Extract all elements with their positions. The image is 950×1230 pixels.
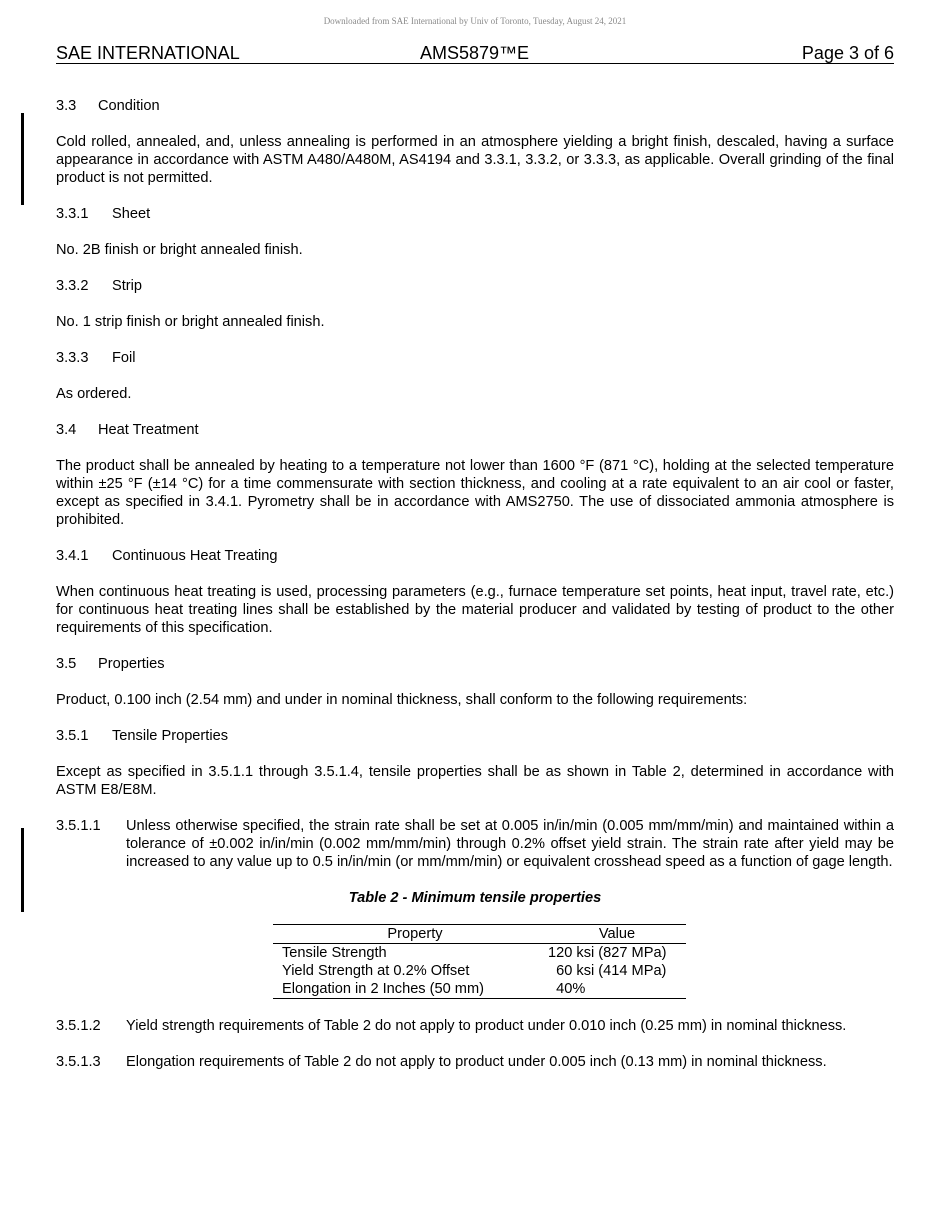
section-heading: 3.3.1 Sheet <box>56 206 151 222</box>
clause-text: Unless otherwise specified, the strain rate shall be set at 0.005 in/in/min (0.005 mm/mm/min) and maintained within a tolerance of ±0.002 in/in/min (0.002 mm/mm/min) through 0.2% offset yield strain. The strain rate after yield may be increased to any value up to 0.5 in/in/min (or mm/mm/min) or equivalent crosshead speed as a function of gage length. <box>126 818 894 870</box>
numbered-clause <box>56 1053 894 1071</box>
table-header-cell: Property <box>273 925 548 944</box>
section-heading: 3.5.1 Tensile Properties <box>56 728 228 744</box>
table-cell: 40% <box>548 980 686 999</box>
table-cell: 60 ksi (414 MPa) <box>548 963 667 979</box>
header-document-number: AMS5879™E <box>420 43 530 63</box>
clause-number: 3.5.1.2 <box>56 1018 101 1034</box>
clause-number: 3.5.1.3 <box>56 1054 101 1070</box>
numbered-clause <box>56 817 894 871</box>
section-heading: 3.3.2 Strip <box>56 278 143 294</box>
tensile-properties-table <box>273 924 686 999</box>
table-cell: Tensile Strength <box>282 945 387 961</box>
table-row <box>273 962 686 980</box>
numbered-clause <box>56 1017 894 1035</box>
section-paragraph: As ordered. <box>56 386 132 402</box>
section-heading: 3.5 Properties <box>56 656 165 672</box>
table-row <box>273 944 686 963</box>
section-heading: 3.4 Heat Treatment <box>56 422 199 438</box>
table-header-cell: Value <box>548 925 686 944</box>
table-row <box>273 980 686 999</box>
revision-change-bar <box>21 828 24 912</box>
section-paragraph: Except as specified in 3.5.1.1 through 3.5.1.4, tensile properties shall be as shown in Table 2, determined in accordance with ASTM E8/E8M. <box>56 764 894 798</box>
header-organization: SAE INTERNATIONAL <box>56 43 240 63</box>
section-paragraph: No. 1 strip finish or bright annealed finish. <box>56 314 325 330</box>
page-header <box>56 44 894 64</box>
section-paragraph: When continuous heat treating is used, processing parameters (e.g., furnace temperature set points, heat input, travel rate, etc.) for continuous heat treating lines shall be established by the material producer and validated by testing of product to the other requirements of this specification. <box>56 584 894 636</box>
download-watermark: Downloaded from SAE International by Univ of Toronto, Tuesday, August 24, 2021 <box>323 16 627 26</box>
clause-text: Elongation requirements of Table 2 do not apply to product under 0.005 inch (0.13 mm) in nominal thickness. <box>126 1054 827 1070</box>
document-body <box>56 97 894 1089</box>
table-title: Table 2 - Minimum tensile properties <box>348 890 602 906</box>
clause-number: 3.5.1.1 <box>56 818 101 834</box>
section-paragraph: Product, 0.100 inch (2.54 mm) and under in nominal thickness, shall conform to the following requirements: <box>56 692 748 708</box>
section-paragraph: The product shall be annealed by heating to a temperature not lower than 1600 °F (871 °C), holding at the selected temperature within ±25 °F (±14 °C) for a time commensurate with section thickness, and cooling at a rate equivalent to an air cool or faster, except as specified in 3.4.1. Pyrometry shall be in accordance with AMS2750. The use of dissociated ammonia atmosphere is prohibited. <box>56 458 894 528</box>
section-paragraph: No. 2B finish or bright annealed finish. <box>56 242 303 258</box>
table-cell: Elongation in 2 Inches (50 mm) <box>273 980 548 999</box>
section-paragraph: Cold rolled, annealed, and, unless annealing is performed in an atmosphere yielding a bright finish, descaled, having a surface appearance in accordance with ASTM A480/A480M, AS4194 and 3.3.1, 3.3.2, or 3.3.3, as applicable. Overall grinding of the final product is not permitted. <box>56 134 894 186</box>
clause-text: Yield strength requirements of Table 2 do not apply to product under 0.010 inch (0.25 mm) in nominal thickness. <box>126 1018 847 1034</box>
section-heading: 3.4.1 Continuous Heat Treating <box>56 548 278 564</box>
section-heading: 3.3 Condition <box>56 98 160 114</box>
header-page-number: Page 3 of 6 <box>801 43 894 63</box>
section-heading: 3.3.3 Foil <box>56 350 136 366</box>
table-cell: Yield Strength at 0.2% Offset <box>282 963 470 979</box>
table-cell: 120 ksi (827 MPa) <box>548 945 667 961</box>
revision-change-bar <box>21 113 24 205</box>
